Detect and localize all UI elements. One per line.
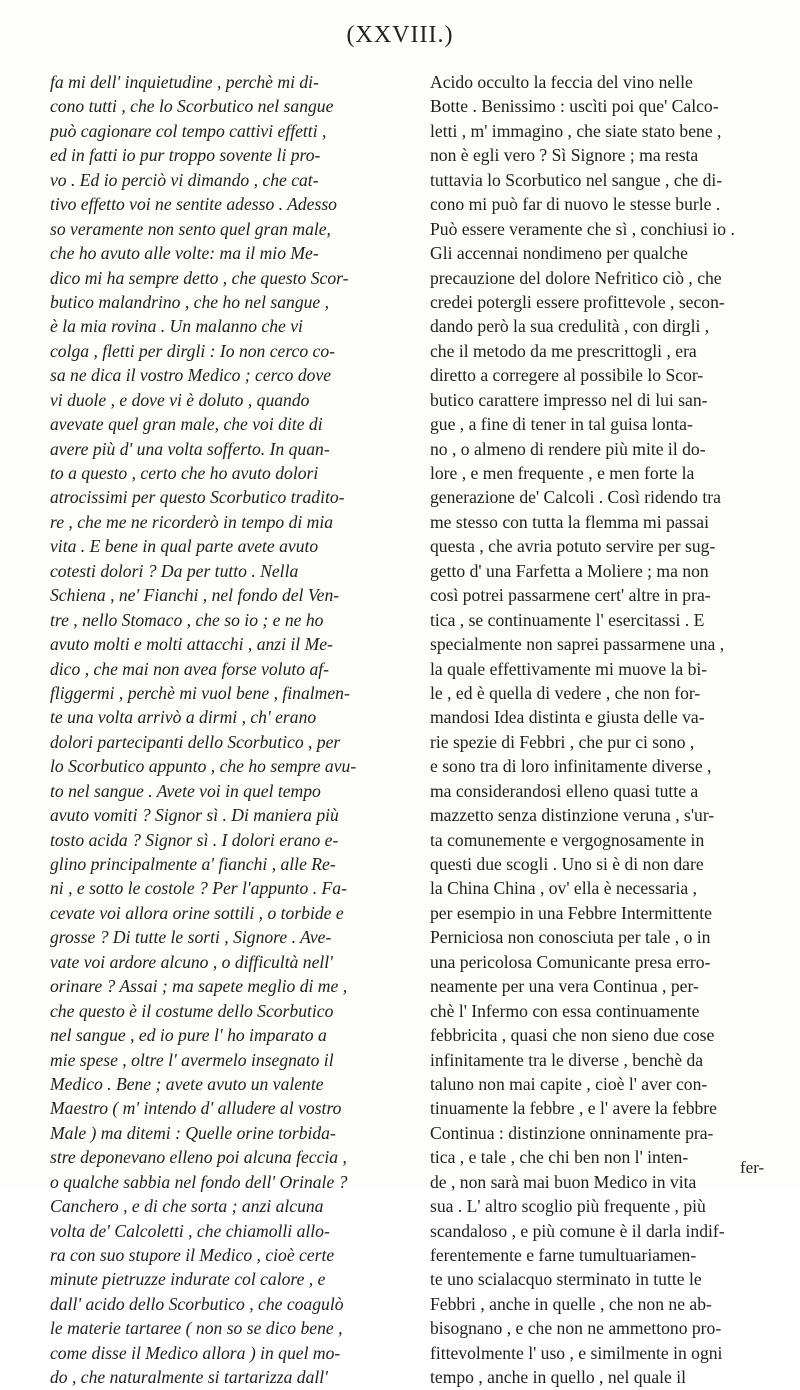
- text-line: bisognano , e che non ne ammettono pro-: [430, 1318, 722, 1339]
- text-line: vita . E bene in qual parte avete avuto: [50, 536, 319, 557]
- text-line: mie spese , oltre l' avermelo insegnato il: [50, 1049, 334, 1070]
- text-line: Male ) ma ditemi : Quelle orine torbida-: [50, 1122, 336, 1143]
- text-line: fliggermi , perchè mi vuol bene , finalmen-: [50, 682, 350, 703]
- text-line: vate voi ardore alcuno , o difficultà nell': [50, 951, 333, 972]
- text-line: tosto acida ? Signor sì . I dolori erano e-: [50, 829, 339, 850]
- text-line: tuttavia lo Scorbutico nel sangue , che di-: [430, 169, 723, 190]
- text-line: dall' acido dello Scorbutico , che coagulò: [50, 1293, 344, 1314]
- text-line: dico , che mai non avea forse voluto af-: [50, 658, 329, 679]
- text-line: do , che naturalmente si tartarizza dall': [50, 1367, 328, 1388]
- text-line: Febbri , anche in quelle , che non ne ab-: [430, 1293, 712, 1314]
- text-line: glino principalmente a' fianchi , alle Re-: [50, 854, 336, 874]
- text-line: to nel sangue . Avete voi in quel tempo: [50, 780, 321, 801]
- text-line: tivo effetto voi ne sentite adesso . Adesso: [50, 194, 337, 215]
- text-line: generazione de' Calcoli . Così ridendo tra: [430, 487, 721, 508]
- text-line: de , non sarà mai buon Medico in vita: [430, 1171, 697, 1192]
- text-line: grosse ? Di tutte le sorti , Signore . Ave-: [50, 927, 332, 948]
- text-line: vo . Ed io perciò vi dimando , che cat-: [50, 169, 319, 190]
- text-line: me stesso con tutta la flemma mi passai: [430, 511, 709, 532]
- text-line: volta de' Calcoletti , che chiamolli allo-: [50, 1220, 330, 1241]
- text-line: cono mi può far di nuovo le stesse burle .: [430, 194, 721, 215]
- text-line: tica , e tale , che chi ben non l' inten-: [430, 1147, 689, 1168]
- text-line: Maestro ( m' intendo d' alludere al vostro: [50, 1098, 342, 1119]
- text-line: ta comunemente e vergognosamente in: [430, 829, 705, 850]
- text-line: la China China , ov' ella è necessaria ,: [430, 878, 697, 899]
- text-line: dico mi ha sempre detto , che questo Scor-: [50, 267, 349, 288]
- text-line: tre , nello Stomaco , che so io ; e ne ho: [50, 609, 324, 630]
- text-line: fittevolmente l' uso , e similmente in ogni: [430, 1342, 723, 1363]
- text-line: mandosi Idea distinta e giusta delle va-: [430, 707, 705, 728]
- text-line: butico carattere impresso nel di lui san-: [430, 389, 708, 410]
- text-line: orinare ? Assai ; ma sapete meglio di me ,: [50, 976, 348, 997]
- text-line: come disse il Medico allora ) in quel mo-: [50, 1342, 341, 1363]
- text-line: o qualche sabbia nel fondo dell' Orinale ?: [50, 1171, 348, 1192]
- page-number: (XXVIII.): [346, 22, 454, 48]
- text-line: Perniciosa non conosciuta per tale , o in: [430, 927, 711, 948]
- text-line: può cagionare col tempo cattivi effetti ,: [50, 120, 327, 141]
- text-line: che il metodo da me prescrittogli , era: [430, 340, 697, 361]
- text-line: nel sangue , ed io pure l' ho imparato a: [50, 1025, 327, 1046]
- text-line: così potrei passarmene cert' altre in pra-: [430, 585, 711, 606]
- text-line: avere più d' una volta sofferto. In quan-: [50, 438, 330, 459]
- text-line: scandaloso , e più comune è il darla indif-: [430, 1220, 725, 1241]
- text-line: Medico . Bene ; avete avuto un valente: [50, 1073, 324, 1094]
- text-line: avuto molti e molti attacchi , anzi il Me-: [50, 634, 333, 655]
- text-line: to a questo , certo che ho avuto dolori: [50, 463, 319, 483]
- text-line: tinuamente la febbre , e l' avere la febbre: [430, 1098, 717, 1119]
- text-line: ferentemente e farne tumultuariamen-: [430, 1245, 697, 1265]
- text-line: lore , e men frequente , e men forte la: [430, 463, 695, 483]
- text-line: che questo è il costume dello Scorbutico: [50, 1000, 334, 1021]
- text-line: sa ne dica il vostro Medico ; cerco dove: [50, 365, 332, 386]
- text-line: Acido occulto la feccia del vino nelle: [430, 72, 693, 92]
- text-line: Può essere veramente che sì , conchiusi io .: [430, 218, 735, 239]
- text-line: Schiena , ne' Fianchi , nel fondo del Ven-: [50, 585, 340, 606]
- text-line: ni , e sotto le costole ? Per l'appunto . Fa-: [50, 878, 347, 899]
- text-line: butico malandrino , che ho nel sangue ,: [50, 291, 330, 312]
- text-line: le materie tartaree ( non so se dico bene ,: [50, 1318, 343, 1339]
- text-line: mazzetto senza distinzione veruna , s'ur-: [430, 805, 715, 826]
- text-line: avuto vomiti ? Signor sì . Di maniera più: [50, 805, 339, 826]
- text-line: minute pietruzze indurate col calore , e: [50, 1269, 326, 1290]
- text-line: re , che me ne ricorderò in tempo di mia: [50, 511, 334, 532]
- text-line: atrocissimi per questo Scorbutico tradito-: [50, 487, 345, 508]
- text-line: Botte . Benissimo : uscìti poi que' Calco-: [430, 96, 719, 117]
- text-line: neamente per una vera Continua , per-: [430, 976, 699, 997]
- text-line: precauzione del dolore Nefritico ciò , che: [430, 267, 722, 288]
- text-line: infinitamente tra le diverse , benchè da: [430, 1049, 704, 1070]
- text-line: stre deponevano elleno poi alcuna feccia ,: [50, 1147, 347, 1168]
- text-line: cotesti dolori ? Da per tutto . Nella: [50, 560, 299, 581]
- text-line: la quale effettivamente mi muove la bi-: [430, 658, 708, 679]
- text-line: fa mi dell' inquietudine , perchè mi di-: [50, 72, 319, 92]
- text-line: credei potergli essere profittevole , secon-: [430, 291, 725, 312]
- text-line: chè l' Infermo con essa continuamente: [430, 1000, 700, 1021]
- text-line: taluno non mai capite , cioè l' aver con-: [430, 1073, 708, 1094]
- text-line: cono tutti , che lo Scorbutico nel sangue: [50, 96, 334, 117]
- text-line: cevate voi allora orine sottili , o torbide e: [50, 902, 344, 923]
- text-line: letti , m' immagino , che siate stato bene ,: [430, 120, 722, 141]
- text-line: sua . L' altro scoglio più frequente , più: [430, 1196, 706, 1217]
- text-line: una pericolosa Comunicante presa erro-: [430, 951, 711, 972]
- text-line: colga , fletti per dirgli : Io non cerco co-: [50, 340, 336, 361]
- right-text-column: [430, 70, 770, 1390]
- text-line: ed in fatti io pur troppo sovente li pro-: [50, 145, 321, 166]
- text-line: questi due scogli . Uno si è di non dare: [430, 854, 704, 874]
- text-line: ma considerandosi elleno quasi tutte a: [430, 780, 699, 801]
- text-line: Gli accennai nondimeno per qualche: [430, 243, 688, 264]
- text-line: Canchero , e di che sorta ; anzi alcuna: [50, 1196, 324, 1217]
- text-line: gue , a fine di tener in tal guisa lonta-: [430, 414, 693, 435]
- text-line: e sono tra di loro infinitamente diverse ,: [430, 756, 712, 777]
- text-line: questa , che avria potuto servire per sug-: [430, 536, 716, 557]
- text-line: per esempio in una Febbre Intermittente: [430, 902, 712, 923]
- text-line: che ho avuto alle volte: ma il mio Me-: [50, 243, 319, 264]
- left-text-column: [50, 70, 388, 1390]
- text-line: dando però la sua credulità , con dirgli ,: [430, 316, 710, 337]
- text-line: Continua : distinzione onninamente pra-: [430, 1122, 714, 1143]
- text-line: te uno scialacquo sterminato in tutte le: [430, 1269, 702, 1290]
- text-line: vi duole , e dove vi è doluto , quando: [50, 389, 310, 410]
- text-line: getto d' una Farfetta a Moliere ; ma non: [430, 560, 709, 581]
- text-line: dolori partecipanti dello Scorbutico , per: [50, 731, 341, 752]
- text-line: febbricita , quasi che non sieno due cose: [430, 1025, 715, 1046]
- text-line: tempo , anche in quello , nel quale il: [430, 1367, 687, 1388]
- text-line: è la mia rovina . Un malanno che vi: [50, 316, 303, 337]
- text-line: te una volta arrivò a dirmi , ch' erano: [50, 707, 317, 728]
- text-line: so veramente non sento quel gran male,: [50, 218, 331, 239]
- text-line: le , ed è quella di vedere , che non for-: [430, 682, 701, 703]
- text-line: diretto a corregere al possibile lo Scor-: [430, 365, 704, 386]
- text-line: tica , se continuamente l' esercitassi . E: [430, 609, 705, 630]
- text-line: rie spezie di Febbri , che pur ci sono ,: [430, 731, 695, 752]
- text-line: non è egli vero ? Sì Signore ; ma resta: [430, 145, 699, 166]
- catchword: fer-: [740, 1158, 765, 1177]
- text-line: avevate quel gran male, che voi dite di: [50, 414, 323, 435]
- text-line: specialmente non saprei passarmene una ,: [430, 634, 725, 655]
- text-line: no , o almeno di rendere più mite il do-: [430, 438, 706, 459]
- text-line: ra con suo stupore il Medico , cioè certe: [50, 1245, 335, 1265]
- text-line: lo Scorbutico appunto , che ho sempre avu-: [50, 756, 357, 777]
